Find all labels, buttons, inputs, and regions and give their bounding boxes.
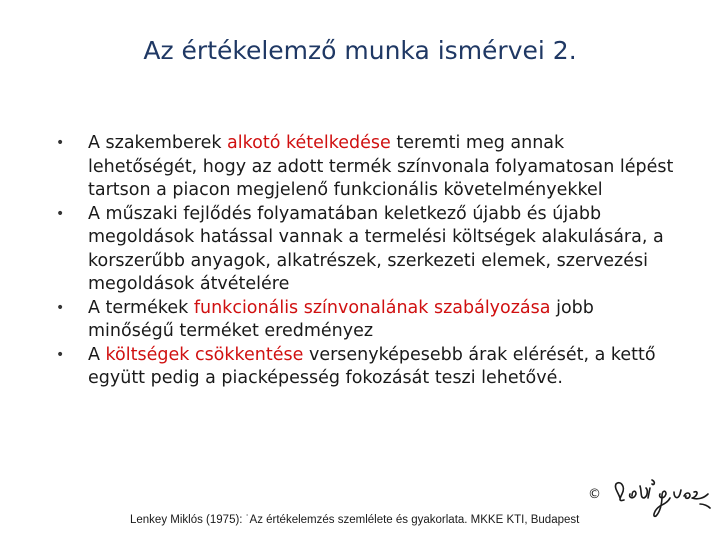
bullet-icon: • [56, 299, 65, 316]
bullet-item [54, 344, 674, 391]
bullet-item [54, 132, 674, 203]
bullet-highlight: alkotó kételkedése [227, 133, 391, 153]
bullet-text: A [88, 344, 106, 365]
bullet-item [54, 203, 674, 297]
bullet-text: A műszaki fejlődés folyamatában keletkező újabb és újabb megoldások hatással vannak a termelési költségek alakulására, a korszerűbb anyagok, alkatrészek, szerkezeti elemek, szervezési megoldások átvételére [88, 203, 664, 294]
bullet-list [54, 132, 674, 391]
bullet-text: versenyképesebb árak elérését, a kettő együtt pedig a piacképesség fokozását teszi lehetővé. [88, 344, 656, 388]
bullet-item [54, 297, 674, 344]
bullet-icon: • [56, 346, 65, 363]
citation: Lenkey Miklós (1975): ˙Az értékelemzés szemlélete és gyakorlata. MKKE KTI, Budapest [130, 514, 580, 526]
copyright-icon: © [588, 487, 601, 502]
signature-icon [590, 468, 714, 520]
bullet-text: A szakemberek [88, 133, 228, 153]
bullet-icon: • [56, 205, 65, 222]
bullet-text: jobb minőségű terméket eredményez [88, 297, 594, 341]
bullet-highlight: költségek csökkentése [105, 344, 304, 365]
bullet-text: A termékek [88, 297, 194, 318]
slide-title: Az értékelemző munka ismérvei 2. [143, 36, 577, 65]
bullet-highlight: funkcionális színvonalának szabályozása [193, 297, 551, 318]
bullet-text: teremti meg annak lehetőségét, hogy az adott termék színvonala folyamatosan lépést tartson a piacon megjelenő funkcionális követelményekkel [88, 133, 674, 200]
bullet-icon: • [56, 135, 65, 151]
